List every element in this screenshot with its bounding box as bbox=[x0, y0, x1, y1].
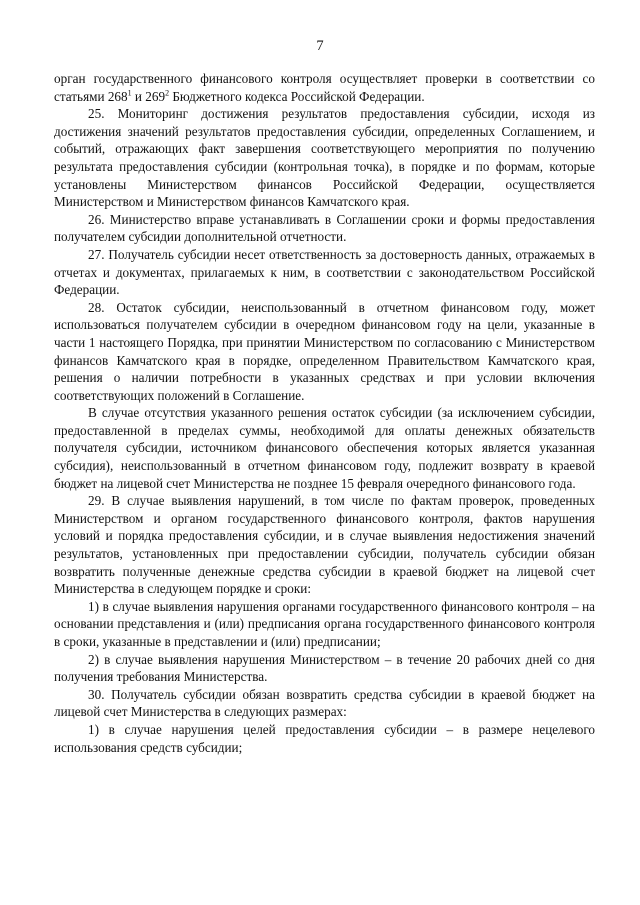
paragraph: 29. В случае выявления нарушений, в том числе по фактам проверок, проведенных Министерством и органом государственного финансового контроля, фактов нарушения условий и порядка предоставления субсидии, и в случае выявления недостижения значений результатов, установленных при предоставлении субсидии, получатель субсидии обязан возвратить полученные денежные средства субсидии в краевой бюджет на лицевой счет Министерства в следующем порядке и сроки: bbox=[54, 493, 595, 597]
paragraph: 2) в случае выявления нарушения Министерством – в течение 20 рабочих дней со дня получения требования Министерства. bbox=[54, 651, 595, 685]
document-body bbox=[54, 70, 595, 756]
paragraph: 1) в случае выявления нарушения органами государственного финансового контроля – на основании представления и (или) предписания органа государственного финансового контроля в сроки, указанные в представлении и (или) предписании; bbox=[54, 598, 595, 649]
paragraph: 30. Получатель субсидии обязан возвратить средства субсидии в краевой бюджет на лицевой счет Министерства в следующих размерах: bbox=[54, 686, 595, 720]
page-number: 7 bbox=[316, 38, 324, 54]
paragraph: 1) в случае нарушения целей предоставления субсидии – в размере нецелевого использования средств субсидии; bbox=[54, 721, 595, 755]
paragraph: 27. Получатель субсидии несет ответственность за достоверность данных, отражаемых в отчетах и документах, прилагаемых к ним, в соответствии с законодательством Российской Федерации. bbox=[54, 246, 595, 298]
paragraph: 28. Остаток субсидии, неиспользованный в отчетном финансовом году, может использоваться получателем субсидии в очередном финансовом году на цели, указанные в части 1 настоящего Порядка, при принятии Министерством по согласованию с Министерством финансов Камчатского края в порядке, определенном Правительством Камчатского края, решения о наличии потребности в указанных средствах и при условии включения соответствующих положений в Соглашение. bbox=[54, 299, 595, 403]
paragraph: орган государственного финансового контроля осуществляет проверки в соответствии со статьями $268^1$ и $269^2$ Бюджетного кодекса Российской Федерации. bbox=[54, 71, 595, 104]
paragraph: 26. Министерство вправе устанавливать в Соглашении сроки и формы предоставления получателем субсидии дополнительной отчетности. bbox=[54, 211, 595, 245]
paragraph: 25. Мониторинг достижения результатов предоставления субсидии, исходя из достижения значений результатов предоставления субсидии, определенных Соглашением, и событий, отражающих факт завершения соответствующего мероприятия по получению результата предоставления субсидии (контрольная точка), в порядке и по формам, которые установлены Министерством финансов Российской Федерации, осуществляется Министерством и Министерством финансов Камчатского края. bbox=[54, 106, 595, 210]
paragraph: В случае отсутствия указанного решения остаток субсидии (за исключением субсидии, предоставленной в пределах суммы, необходимой для оплаты денежных обязательств получателя субсидии, источником финансового обеспечения которых является указанная субсидия), неиспользованный в отчетном финансовом году, подлежит возврату в краевой бюджет на лицевой счет Министерства не позднее 15 февраля очередного финансового года. bbox=[54, 405, 595, 491]
